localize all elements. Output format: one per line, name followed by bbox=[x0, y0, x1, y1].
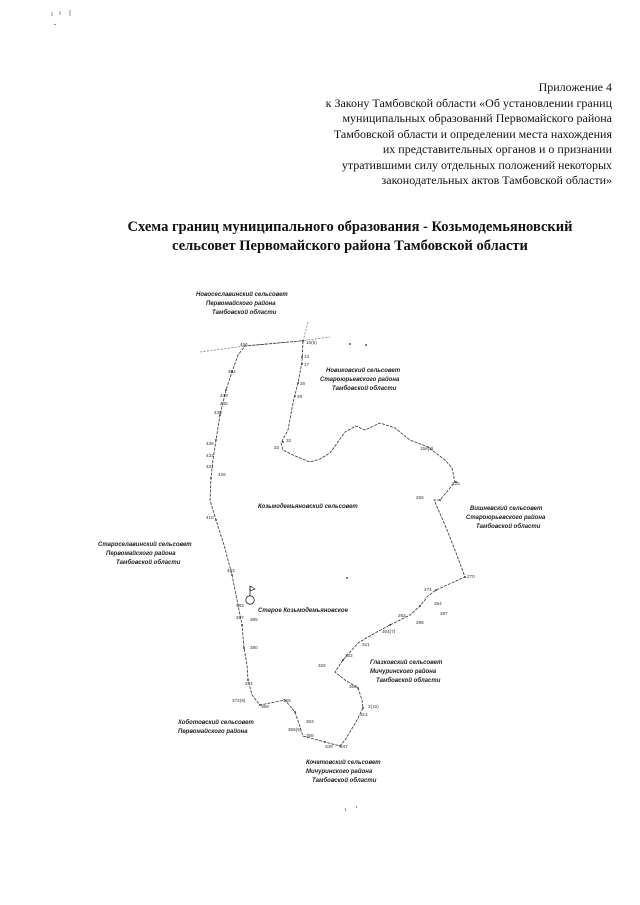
annex-line: Тамбовской области и определении места нахождения bbox=[333, 126, 612, 141]
municipality-label: Козьмодемьяновский сельсовет bbox=[258, 504, 358, 510]
point-number: 322 bbox=[345, 653, 353, 658]
neighbor-glazkovsky bbox=[370, 659, 443, 684]
neighbor-khobotovsky bbox=[177, 719, 254, 735]
neighbor-label: Первомайского района bbox=[106, 551, 176, 557]
map-dot bbox=[346, 577, 348, 579]
point-number: 358 bbox=[306, 733, 314, 738]
point-number: 32 bbox=[286, 438, 292, 443]
point-number: 380 bbox=[250, 645, 258, 650]
point-number: 445 bbox=[220, 401, 228, 406]
point-number: 225 bbox=[452, 481, 460, 486]
neighbor-label: Тамбовской области bbox=[312, 778, 377, 784]
point-number: 435 bbox=[206, 441, 214, 446]
point-number: 403 bbox=[227, 568, 235, 573]
point-number: 326 bbox=[318, 663, 326, 668]
point-number: 158(8) bbox=[420, 446, 434, 451]
point-number: 33 bbox=[274, 445, 280, 450]
neighbor-label: Тамбовской области bbox=[116, 560, 181, 566]
point-number: 274 bbox=[424, 587, 432, 592]
point-number: 29 bbox=[297, 394, 303, 399]
settlement-label: Старое Козьмодемьяновское bbox=[258, 608, 348, 614]
title-line: Схема границ муниципального образования - Козьмодемьяновский bbox=[127, 219, 573, 235]
point-number: 304(7) bbox=[382, 629, 396, 634]
point-number: 454 bbox=[228, 369, 236, 374]
annex-line: их представительных органов и о признании bbox=[382, 142, 612, 156]
point-number: 287 bbox=[440, 611, 448, 616]
point-number: 17 bbox=[304, 362, 310, 367]
neighbor-label: Мичуринского района bbox=[370, 669, 437, 675]
neighbor-label: Вишневский сельсовет bbox=[470, 506, 543, 512]
point-number: 431 bbox=[206, 464, 214, 469]
point-number: 298 bbox=[416, 620, 424, 625]
point-number: 426 bbox=[218, 472, 226, 477]
point-number: 385 bbox=[250, 617, 258, 622]
neighbor-vyshnevsky bbox=[466, 505, 546, 530]
scan-marks bbox=[52, 10, 357, 811]
point-number: 374 bbox=[245, 681, 253, 686]
point-number: 387 bbox=[236, 615, 244, 620]
map-dot bbox=[365, 344, 367, 346]
neighbor-label: Староюрьевского района bbox=[320, 377, 400, 383]
neighbor-label: Кочетовский сельсовет bbox=[306, 760, 381, 766]
point-number: 439 bbox=[214, 410, 222, 415]
neighbor-label: Мичуринского района bbox=[306, 769, 373, 775]
point-number: 456 bbox=[240, 342, 248, 347]
annex-line: утратившими силу отдельных положений некоторых bbox=[341, 157, 612, 172]
neighbor-label: Хоботовский сельсовет bbox=[178, 720, 254, 726]
point-number: 393 bbox=[236, 603, 244, 608]
point-number: 363 bbox=[306, 719, 314, 724]
neighbor-staroseslavinsky bbox=[98, 541, 192, 566]
neighbor-label: Тамбовской области bbox=[376, 678, 441, 684]
point-number: 410 bbox=[206, 515, 214, 520]
point-number: 26 bbox=[300, 381, 306, 386]
neighbor-label: Тамбовской области bbox=[476, 524, 541, 530]
neighbor-novoseslavinsky bbox=[196, 291, 288, 316]
point-number: 270 bbox=[467, 574, 475, 579]
vertex-numbers bbox=[206, 340, 475, 749]
neighbor-label: Первомайского района bbox=[206, 301, 276, 307]
annex-line: Приложение 4 bbox=[538, 80, 612, 94]
title-line: сельсовет Первомайского района Тамбовской области bbox=[172, 238, 528, 254]
point-number: 350 bbox=[349, 684, 357, 689]
map-dot bbox=[349, 343, 351, 345]
point-number: 292 bbox=[398, 613, 406, 618]
neighbor-label: Староюрьевского района bbox=[466, 515, 546, 521]
neighbor-label: Первомайского района bbox=[178, 729, 248, 735]
point-number: 2(10) bbox=[368, 704, 379, 709]
neighbor-label: Тамбовской области bbox=[332, 386, 397, 392]
point-number: 433 bbox=[206, 453, 214, 458]
point-number: 369 bbox=[261, 704, 269, 709]
point-number: 349 bbox=[325, 744, 333, 749]
point-number: 347 bbox=[340, 744, 348, 749]
neighbor-label: Новосеславинский сельсовет bbox=[196, 292, 288, 298]
neighbor-novikovsky bbox=[320, 367, 401, 392]
northern-spur-line bbox=[303, 322, 308, 341]
neighbor-label: Глазковский сельсовет bbox=[370, 660, 443, 666]
neighbor-label: Новиковский сельсовет bbox=[326, 368, 401, 374]
neighbor-label: Тамбовской области bbox=[212, 310, 277, 316]
point-number: 314 bbox=[360, 712, 368, 717]
neighbor-label: Староселавинский сельсовет bbox=[98, 542, 192, 548]
point-number: 372(9) bbox=[232, 698, 246, 703]
point-number: 13 bbox=[304, 354, 310, 359]
settlement-marker-icon bbox=[246, 586, 255, 604]
point-number: 365 bbox=[283, 698, 291, 703]
neighbor-kochetovsky bbox=[306, 759, 381, 784]
point-number: 449 bbox=[220, 393, 228, 398]
annex-line: к Закону Тамбовской области «Об установлении границ bbox=[325, 95, 612, 110]
point-number: 356(6) bbox=[288, 727, 302, 732]
point-number: 256 bbox=[416, 495, 424, 500]
annex-line: законодательных актов Тамбовской области» bbox=[381, 173, 612, 187]
point-number: 10(5) bbox=[306, 340, 317, 345]
point-number: 321 bbox=[362, 642, 370, 647]
point-number: 284 bbox=[434, 601, 442, 606]
annex-line: муниципальных образований Первомайского района bbox=[342, 111, 612, 125]
